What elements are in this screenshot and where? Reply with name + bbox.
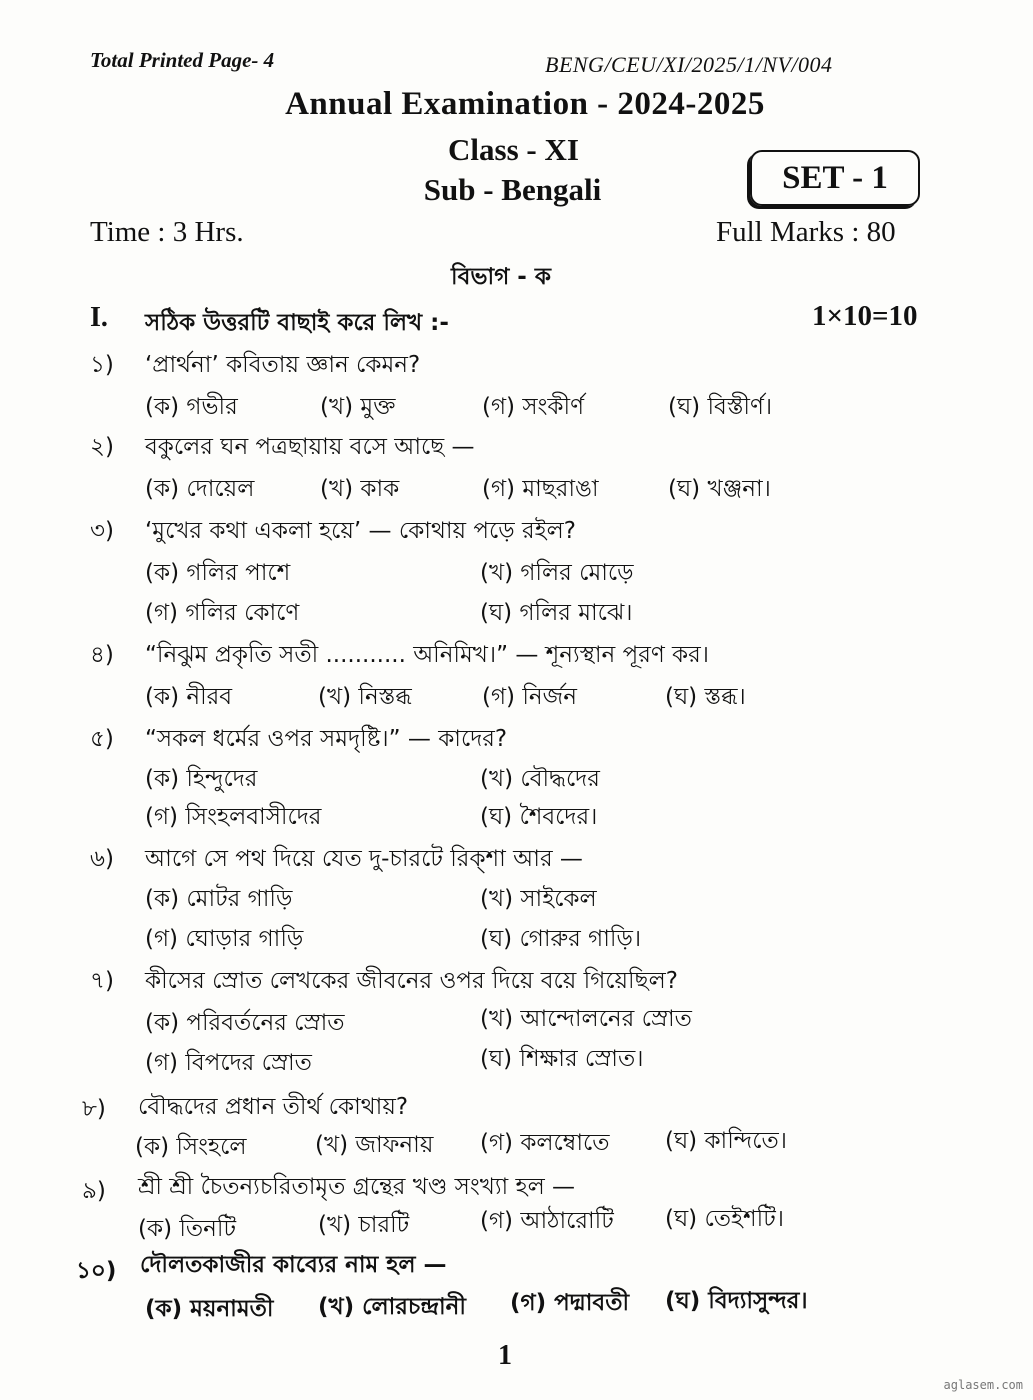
question-text: “নিঝুম প্রকৃতি সতী ........... অনিমিখ।” — শূন্যস্থান পূরণ কর। <box>145 642 710 668</box>
page-number: 1 <box>498 1340 512 1371</box>
option: (ঘ) স্তব্ধ। <box>665 684 746 710</box>
question-text: ‘মুখের কথা একলা হয়ে’ — কোথায় পড়ে রইল? <box>145 518 576 544</box>
option: (খ) জাফনায় <box>315 1132 434 1158</box>
question-number: ৬) <box>90 846 114 872</box>
option: (গ) সিংহলবাসীদের <box>145 804 322 830</box>
option: (ঘ) শৈবদের। <box>480 804 598 830</box>
option: (ক) সিংহলে <box>135 1134 247 1160</box>
option: (খ) লোরচন্দ্রানী <box>318 1294 466 1320</box>
option: (ঘ) গলির মাঝে। <box>480 600 633 626</box>
question-text: ‘প্রার্থনা’ কবিতায় জ্ঞান কেমন? <box>145 352 421 378</box>
option: (গ) মাছরাঙা <box>482 476 599 502</box>
option: (গ) আঠারোটি <box>480 1208 614 1234</box>
question-number: ১) <box>90 352 114 378</box>
section-instruction: সঠিক উত্তরটি বাছাই করে লিখ :- <box>145 310 449 336</box>
time-label: Time : 3 Hrs. <box>90 216 244 248</box>
class-label: Class - XI <box>448 132 579 167</box>
option: (ক) পরিবর্তনের স্রোত <box>145 1010 345 1036</box>
option: (ক) নীরব <box>145 684 233 710</box>
option: (ক) দোয়েল <box>145 476 255 502</box>
subject-label: Sub - Bengali <box>423 172 602 207</box>
option: (ক) হিন্দুদের <box>145 766 258 792</box>
option: (ক) গভীর <box>145 394 238 420</box>
watermark: aglasem.com <box>943 1378 1023 1392</box>
option: (খ) গলির মোড়ে <box>480 560 634 586</box>
option: (ঘ) বিদ্যাসুন্দর। <box>665 1288 808 1314</box>
question-text: শ্রী শ্রী চৈতন্যচরিতামৃত গ্রন্থের খণ্ড সংখ্যা হল — <box>138 1174 576 1200</box>
option: (গ) পদ্মাবতী <box>510 1290 630 1316</box>
option: (গ) ঘোড়ার গাড়ি <box>145 926 304 952</box>
option: (ঘ) গোরুর গাড়ি। <box>480 926 642 952</box>
option: (গ) সংকীর্ণ <box>482 394 585 420</box>
question-text: বকুলের ঘন পত্রছায়ায় বসে আছে — <box>145 434 475 460</box>
section-title: বিভাগ - ক <box>451 264 551 290</box>
option: (ক) গলির পাশে <box>145 560 291 586</box>
question-number: ৮) <box>82 1096 106 1122</box>
question-number: ৩) <box>90 518 114 544</box>
question-number: ৯) <box>82 1178 106 1204</box>
question-number: ৫) <box>90 726 114 752</box>
option: (ঘ) তেইশটি। <box>665 1206 784 1232</box>
option: (ঘ) কান্দিতে। <box>665 1128 787 1154</box>
option: (ক) মোটর গাড়ি <box>145 886 293 912</box>
question-text: “সকল ধর্মের ওপর সমদৃষ্টি।” — কাদের? <box>145 726 508 752</box>
option: (খ) আন্দোলনের স্রোত <box>480 1006 692 1032</box>
section-number: I. <box>90 302 108 333</box>
option: (গ) বিপদের স্রোত <box>145 1050 312 1076</box>
option: (খ) নিস্তব্ধ <box>318 684 412 710</box>
option: (গ) নির্জন <box>482 684 577 710</box>
set-badge: SET - 1 <box>750 150 920 206</box>
option: (গ) কলম্বোতে <box>480 1130 610 1156</box>
option: (খ) বৌদ্ধদের <box>480 766 600 792</box>
full-marks-label: Full Marks : 80 <box>716 216 896 248</box>
question-number: ১০) <box>76 1258 117 1284</box>
section-marks: 1×10=10 <box>812 300 918 332</box>
option: (ক) তিনটি <box>138 1216 237 1242</box>
option: (ঘ) বিস্তীর্ণ। <box>668 394 773 420</box>
question-text: আগে সে পথ দিয়ে যেত দু-চারটে রিক্শা আর — <box>145 846 583 872</box>
option: (ক) ময়নামতী <box>145 1296 274 1322</box>
exam-title: Annual Examination - 2024-2025 <box>285 86 765 122</box>
total-pages: Total Printed Page- 4 <box>90 48 275 72</box>
question-number: ৪) <box>90 642 114 668</box>
question-number: ৭) <box>90 968 114 994</box>
question-number: ২) <box>90 434 114 460</box>
option: (ঘ) শিক্ষার স্রোত। <box>480 1046 644 1072</box>
option: (খ) সাইকেল <box>480 886 597 912</box>
option: (খ) চারটি <box>318 1212 410 1238</box>
question-text: বৌদ্ধদের প্রধান তীর্থ কোথায়? <box>138 1094 409 1120</box>
option: (গ) গলির কোণে <box>145 600 300 626</box>
option: (খ) কাক <box>320 476 400 502</box>
paper-code: BENG/CEU/XI/2025/1/NV/004 <box>545 52 833 77</box>
question-text: দৌলতকাজীর কাব্যের নাম হল — <box>140 1252 447 1278</box>
option: (খ) মুক্ত <box>320 394 396 420</box>
question-text: কীসের স্রোত লেখকের জীবনের ওপর দিয়ে বয়ে গিয়েছিল? <box>145 968 678 994</box>
option: (ঘ) খঞ্জনা। <box>668 476 771 502</box>
